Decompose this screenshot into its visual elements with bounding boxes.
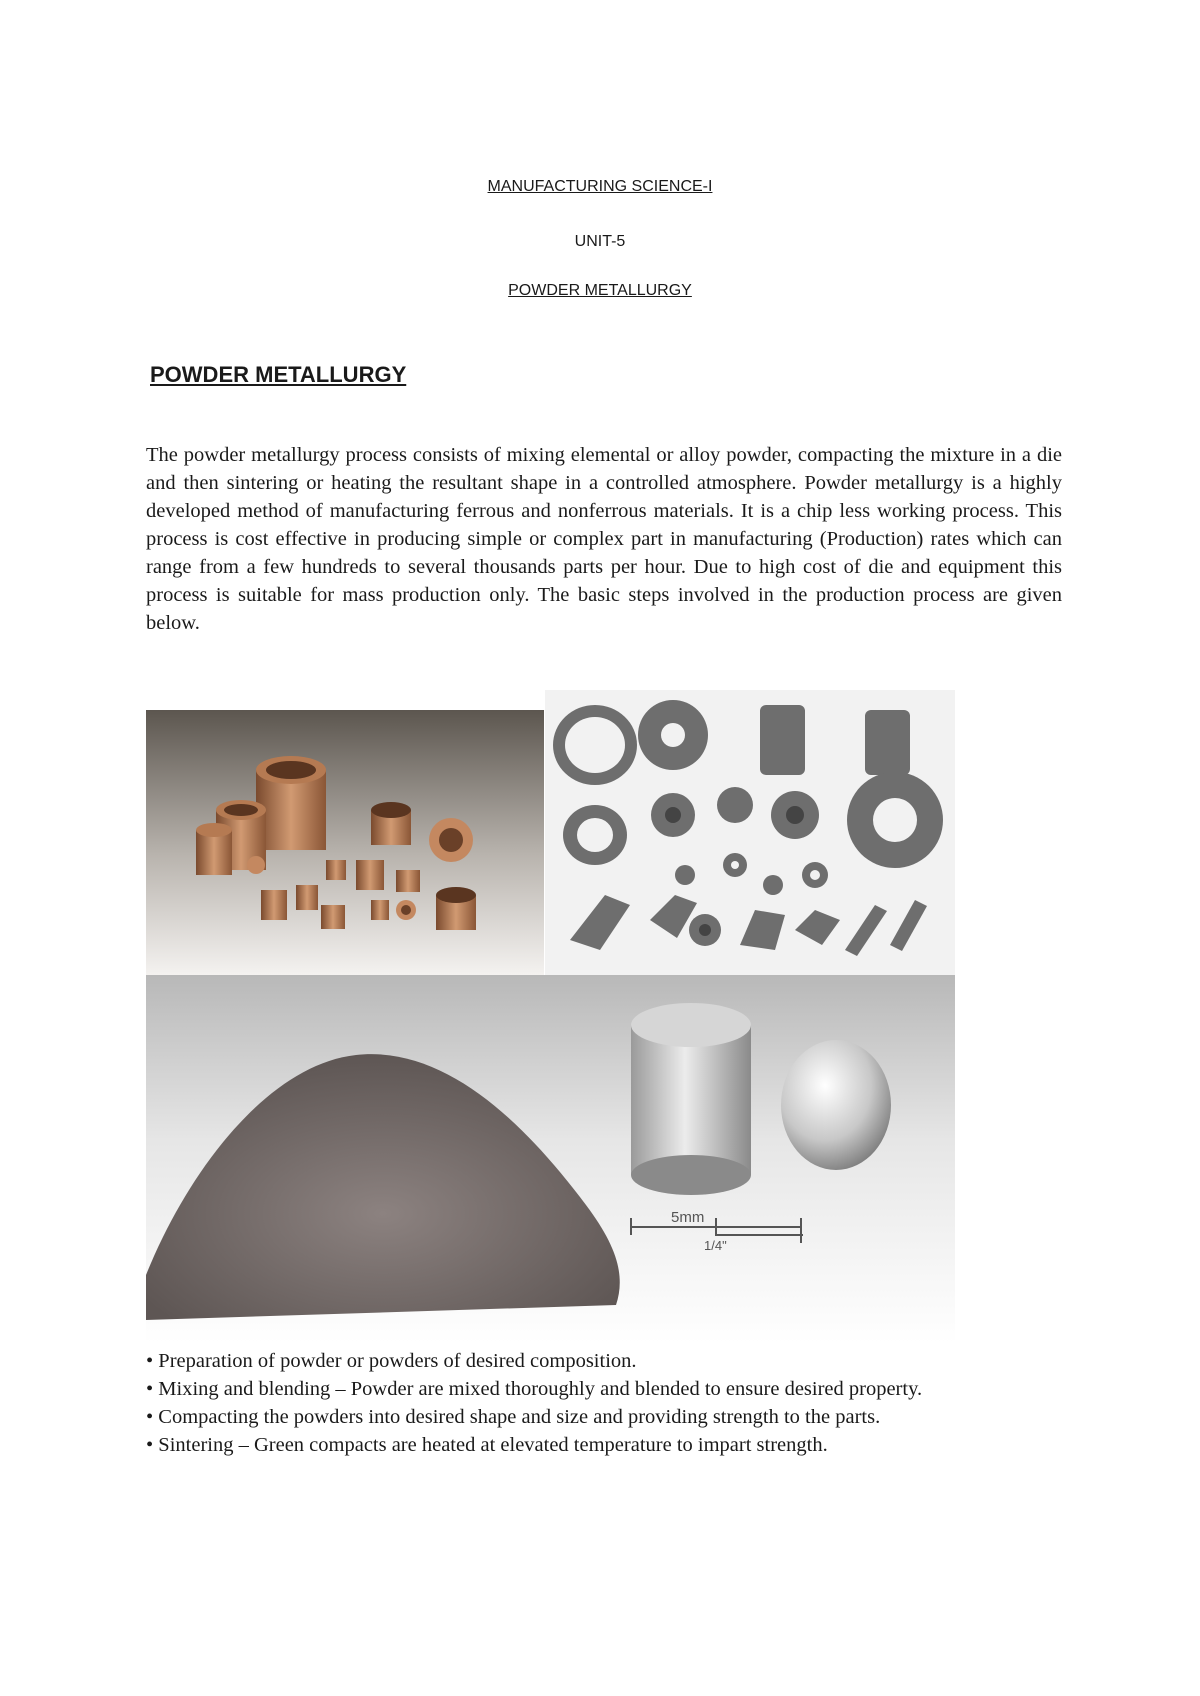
scale-label-metric: 5mm bbox=[671, 1209, 705, 1226]
bronze-bushings-illustration bbox=[146, 710, 544, 975]
list-item: • Compacting the powders into desired shape and size and providing strength to the parts. bbox=[146, 1406, 881, 1428]
sintered-parts-illustration bbox=[545, 690, 955, 975]
powder-and-compact-photo bbox=[146, 975, 955, 1343]
sintered-parts-photo bbox=[545, 690, 955, 975]
process-steps-list bbox=[146, 1347, 1062, 1459]
scale-label-imperial: 1/4" bbox=[704, 1238, 727, 1253]
list-item: • Mixing and blending – Powder are mixed thoroughly and blended to ensure desired property. bbox=[146, 1378, 923, 1400]
unit-heading: UNIT-5 bbox=[574, 233, 626, 250]
intro-paragraph: The powder metallurgy process consists of mixing elemental or alloy powder, compacting the mixture in a die and then sintering or heating the resultant shape in a controlled atmosphere. Powder metallurgy is a highly developed method of manufacturing ferrous and nonferrous materials. It is a chip less working process. This process is cost effective in producing simple or complex part in manufacturing (Production) rates which can range from a few hundreds to several thousands parts per hour. Due to high cost of die and equipment this process is suitable for mass production only. The basic steps involved in the production process are given below. bbox=[146, 444, 1062, 634]
topic-heading: POWDER METALLURGY bbox=[508, 282, 692, 299]
bronze-bushings-photo bbox=[146, 710, 544, 975]
list-item: • Preparation of powder or powders of desired composition. bbox=[146, 1350, 637, 1372]
course-heading: MANUFACTURING SCIENCE-I bbox=[487, 178, 713, 195]
list-item: • Sintering – Green compacts are heated at elevated temperature to impart strength. bbox=[146, 1434, 828, 1456]
powder-compact-illustration bbox=[146, 975, 955, 1343]
section-title: POWDER METALLURGY bbox=[150, 362, 407, 387]
